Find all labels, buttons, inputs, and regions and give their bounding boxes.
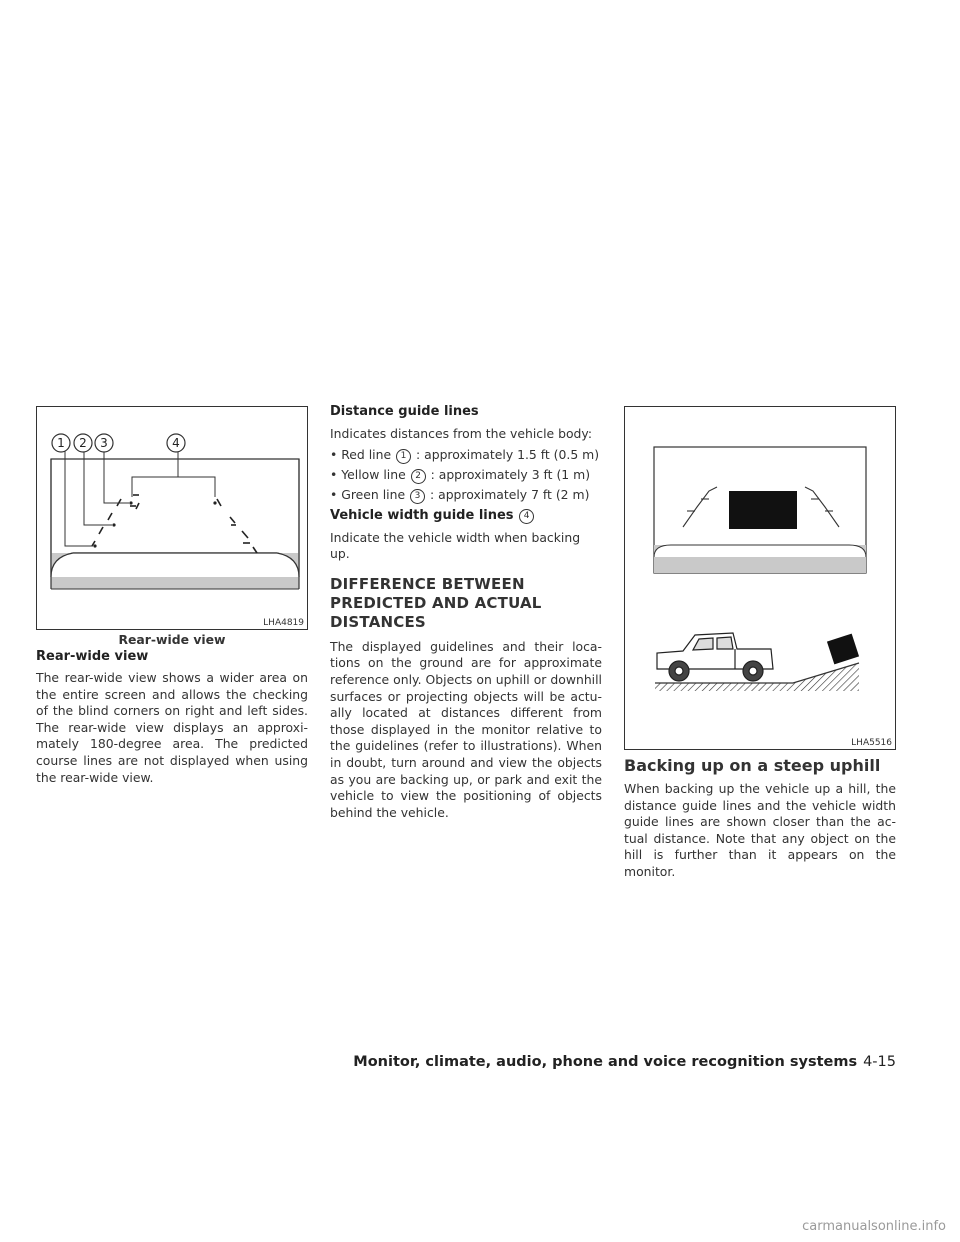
marker-2-icon: 2: [411, 469, 426, 484]
body-rear-wide: The rear-wide view shows a wider area on the entire screen and allows the checking of the blind corners on right and left sides. The rear-wide view displays an approxi-mately 180-degree area. The predicted course lines are not displayed when using the rear-wide view.: [36, 670, 308, 785]
figure-id: LHA4819: [263, 618, 304, 628]
item-label: • Yellow line: [330, 466, 406, 482]
obstacle-on-hill: [827, 634, 859, 665]
callout-4: 4: [172, 436, 180, 450]
list-item-red-line: [330, 447, 602, 464]
callout-3: 3: [100, 436, 108, 450]
column-2: [330, 404, 602, 821]
body-steep-uphill: When backing up the vehicle up a hill, the distance guide lines and the vehicle width guide lines are shown closer than the ac-tual distance. Note that any object on the hill is further than it appears on the monitor.: [624, 781, 896, 879]
body-vehicle-width: Indicate the vehicle width when backing up.: [330, 529, 581, 562]
marker-3-icon: 3: [410, 489, 425, 504]
uphill-illustration: [625, 407, 895, 749]
footer-section-title: Monitor, climate, audio, phone and voice recognition systems: [353, 1054, 858, 1070]
figure-caption: Rear-wide view: [118, 632, 226, 647]
heading-distance-guide-lines: Distance guide lines: [330, 404, 479, 419]
callout-1: 1: [57, 436, 65, 450]
item-text: : approximately 3 ft (1 m): [430, 466, 591, 482]
section-heading-predicted-actual: DIFFERENCE BETWEEN PREDICTED AND ACTUAL DISTANCES: [330, 574, 542, 631]
marker-4-icon: 4: [519, 509, 534, 524]
rear-wide-view-illustration: [37, 407, 307, 629]
page-number: 4-15: [863, 1054, 896, 1070]
heading-text: Vehicle width guide lines: [330, 507, 514, 523]
body-predicted-actual: The displayed guidelines and their loca-tions on the ground are for approximate reference only. Objects on uphill or downhill surfaces or projecting objects will be actu-ally located at distances different from those displayed in the monitor relative to the guidelines (refer to illustrations). When in doubt, turn around and view the objects as you are backing up, or park and exit the vehicle to view the positioning of objects behind the vehicle.: [330, 638, 602, 820]
item-text: : approximately 7 ft (2 m): [429, 486, 590, 502]
figure-rear-wide-view: [36, 406, 308, 630]
distance-intro: Indicates distances from the vehicle body:: [330, 426, 593, 441]
obstacle-on-screen: [729, 491, 797, 529]
figure-id: LHA5516: [851, 738, 892, 748]
column-3: [624, 756, 896, 881]
item-label: • Green line: [330, 486, 406, 502]
item-text: : approximately 1.5 ft (0.5 m): [416, 446, 600, 462]
item-label: • Red line: [330, 446, 392, 462]
section-heading-steep-uphill: Backing up on a steep uphill: [624, 756, 881, 775]
callout-2: 2: [79, 436, 87, 450]
watermark: carmanualsonline.info: [802, 1219, 946, 1234]
figure-uphill: [624, 406, 896, 750]
page-footer: [353, 1054, 896, 1070]
section-heading-rear-wide: Rear-wide view: [36, 649, 149, 664]
pickup-truck-icon: [657, 633, 773, 681]
list-item-green-line: [330, 487, 602, 504]
list-item-yellow-line: [330, 467, 602, 484]
marker-1-icon: 1: [396, 449, 411, 464]
heading-vehicle-width-guide-lines: [330, 508, 602, 524]
column-1: [36, 649, 308, 786]
